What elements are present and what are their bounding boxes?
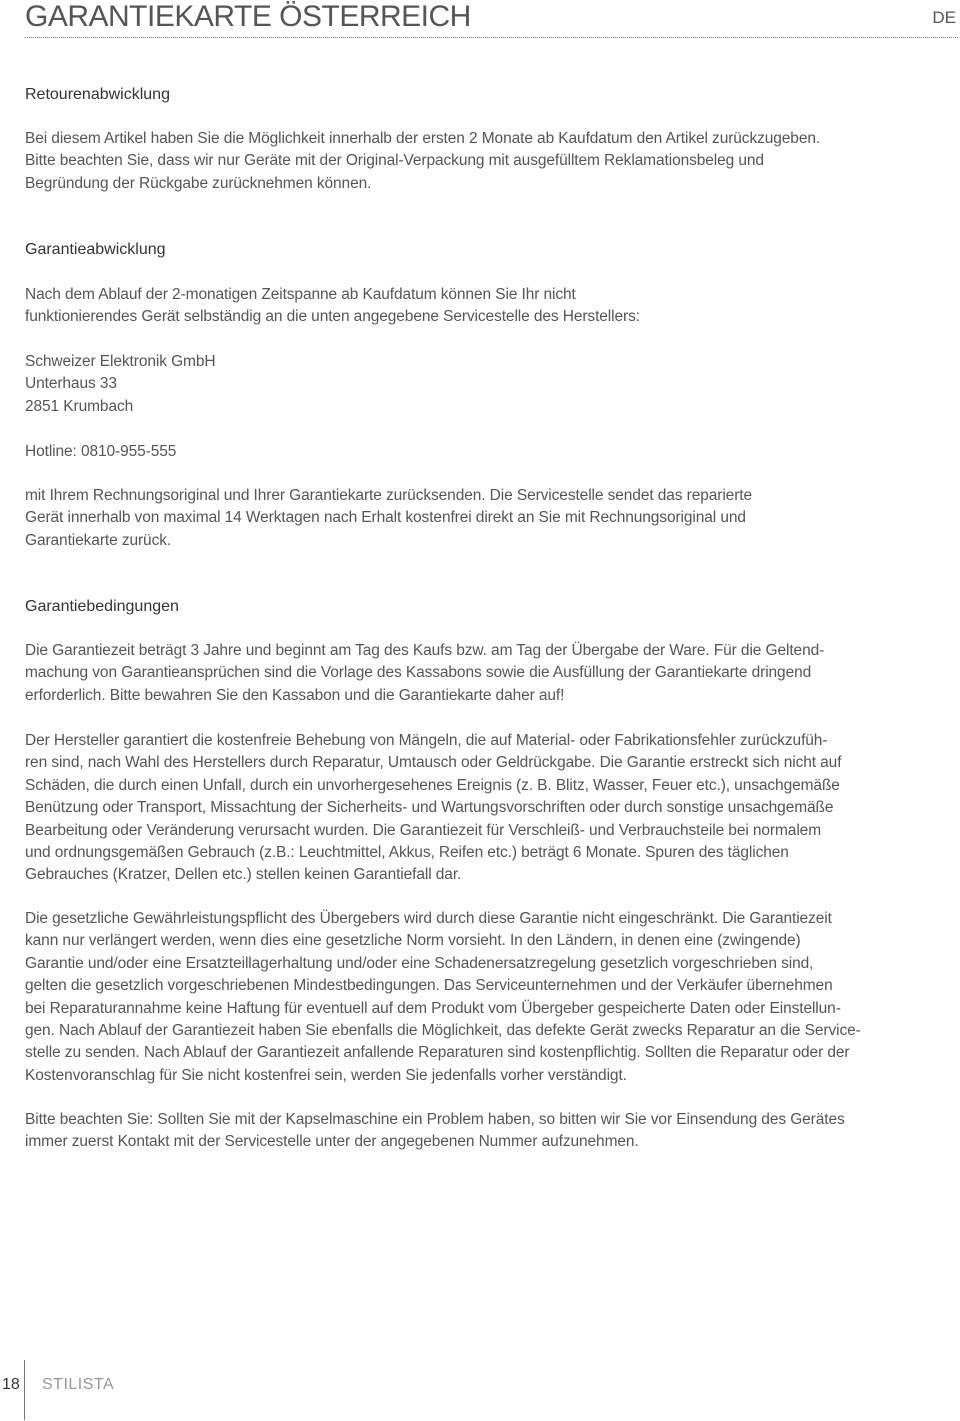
text-line: machung von Garantieansprüchen sind die Vorlage des Kassabons sowie die Ausfüllung der Garantiekarte dringend [25, 664, 812, 682]
text-line: funktionierendes Gerät selbständig an die unten angegebene Servicestelle des Herstellers: [25, 308, 640, 326]
text-line: Schäden, die durch einen Unfall, durch ein unvorhergesehenes Ereignis (z. B. Blitz, Wasser, Feuer etc.), unsachgemäße [25, 776, 840, 794]
text-line: Begründung der Rückgabe zurücknehmen können. [25, 174, 372, 192]
text-line: Nach dem Ablauf der 2-monatigen Zeitspanne ab Kaufdatum können Sie Ihr nicht [25, 286, 576, 303]
page-title: GARANTIEKARTE ÖSTERREICH [25, 0, 471, 33]
text-line: Gerät innerhalb von maximal 14 Werktagen nach Erhalt kostenfrei direkt an Sie mit Rechnungsoriginal und [25, 509, 746, 527]
text-line: und ordnungsgemäßen Gebrauch (z.B.: Leuchtmittel, Akkus, Reifen etc.) beträgt 6 Monate. Spuren des täglichen [25, 844, 789, 862]
hotline: Hotline: 0810-955-555 [25, 443, 177, 460]
text-line: immer zuerst Kontakt mit der Servicestelle unter der angegebenen Nummer aufzunehmen. [25, 1133, 639, 1151]
text-line: Die Garantiezeit beträgt 3 Jahre und beginnt am Tag des Kaufs bzw. am Tag der Übergabe der Ware. Für die Geltend- [25, 642, 825, 659]
text-line: Bitte beachten Sie, dass wir nur Geräte mit der Original-Verpackung mit ausgefülltem Reklamationsbeleg und [25, 152, 764, 170]
text-line: kann nur verlängert werden, wenn dies eine gesetzliche Norm vorsieht. In den Ländern, in denen eine (zwingende) [25, 932, 801, 950]
text-line: Unterhaus 33 [25, 375, 117, 393]
text-line: ren sind, nach Wahl des Herstellers durch Reparatur, Umtausch oder Geldrückgabe. Die Garantie erstreckt sich nicht auf [25, 754, 842, 772]
text-line: mit Ihrem Rechnungsoriginal und Ihrer Garantiekarte zurücksenden. Die Servicestelle sendet das reparierte [25, 487, 752, 504]
paragraph-bedingungen-4 [25, 1109, 845, 1154]
text-line: stelle zu senden. Nach Ablauf der Garantiezeit anfallende Reparaturen sind kostenpflichtig. Sollten die Reparatur oder der [25, 1044, 850, 1062]
text-line: gelten die gesetzlich vorgeschriebenen Mindestbedingungen. Das Serviceunternehmen und der Verkäufer übernehmen [25, 977, 833, 995]
text-line: Gebrauches (Kratzer, Dellen etc.) stellen keinen Garantiefall dar. [25, 866, 462, 884]
text-line: Kostenvoranschlag für Sie nicht kostenfrei sein, werden Sie jedenfalls vorher verständigt. [25, 1066, 627, 1084]
text-line: Garantie und/oder eine Ersatzteillagerhaltung und/oder eine Schadenersatzregelung gesetzlich vorgeschrieben sind, [25, 954, 814, 972]
text-line: gen. Nach Ablauf der Garantiezeit haben Sie ebenfalls die Möglichkeit, das defekte Gerät zwecks Reparatur an die Service- [25, 1022, 861, 1040]
paragraph-bedingungen-2 [25, 730, 841, 887]
paragraph-bedingungen-3 [25, 908, 861, 1087]
text-line: Benützung oder Transport, Missachtung der Sicherheits- und Wartungsvorschriften oder durch sonstige unsachgemäße [25, 799, 834, 817]
paragraph-retour [25, 128, 820, 195]
paragraph-garantie-intro [25, 284, 640, 329]
text-line: erforderlich. Bitte bewahren Sie den Kassabon und die Garantiekarte daher auf! [25, 686, 565, 704]
text-line: Bearbeitung oder Veränderung verursacht wurden. Die Garantiezeit für Verschleiß- und Verbrauchsteile bei normalem [25, 821, 822, 839]
text-line: Schweizer Elektronik GmbH [25, 353, 216, 370]
heading-garantieabwicklung: Garantieabwicklung [25, 241, 166, 258]
heading-retourenabwicklung: Retourenabwicklung [25, 86, 170, 103]
text-line: Die gesetzliche Gewährleistungspflicht des Übergebers wird durch diese Garantie nicht eingeschränkt. Die Garantiezeit [25, 910, 832, 927]
brand-name: STILISTA [42, 1376, 115, 1393]
heading-garantiebedingungen: Garantiebedingungen [25, 598, 179, 615]
text-line: 2851 Krumbach [25, 397, 134, 415]
text-line: Bei diesem Artikel haben Sie die Möglichkeit innerhalb der ersten 2 Monate ab Kaufdatum den Artikel zurückzugeben. [25, 130, 821, 147]
dotted-divider [25, 37, 958, 38]
paragraph-garantie-return [25, 485, 752, 552]
text-line: bei Reparaturannahme keine Haftung für eventuell auf dem Produkt vom Übergeber gespeicherte Daten oder Einstellun- [25, 999, 841, 1017]
footer-divider [24, 1360, 25, 1420]
text-line: Garantiekarte zurück. [25, 531, 172, 549]
service-address [25, 351, 215, 418]
text-line: Der Hersteller garantiert die kostenfreie Behebung von Mängeln, die auf Material- oder Fabrikationsfehler zurückzufüh- [25, 732, 828, 749]
text-line: Bitte beachten Sie: Sollten Sie mit der Kapselmaschine ein Problem haben, so bitten wir Sie vor Einsendung des Gerätes [25, 1111, 845, 1128]
paragraph-bedingungen-1 [25, 640, 824, 707]
page-number: 18 [2, 1376, 20, 1393]
language-label: DE [932, 8, 956, 27]
